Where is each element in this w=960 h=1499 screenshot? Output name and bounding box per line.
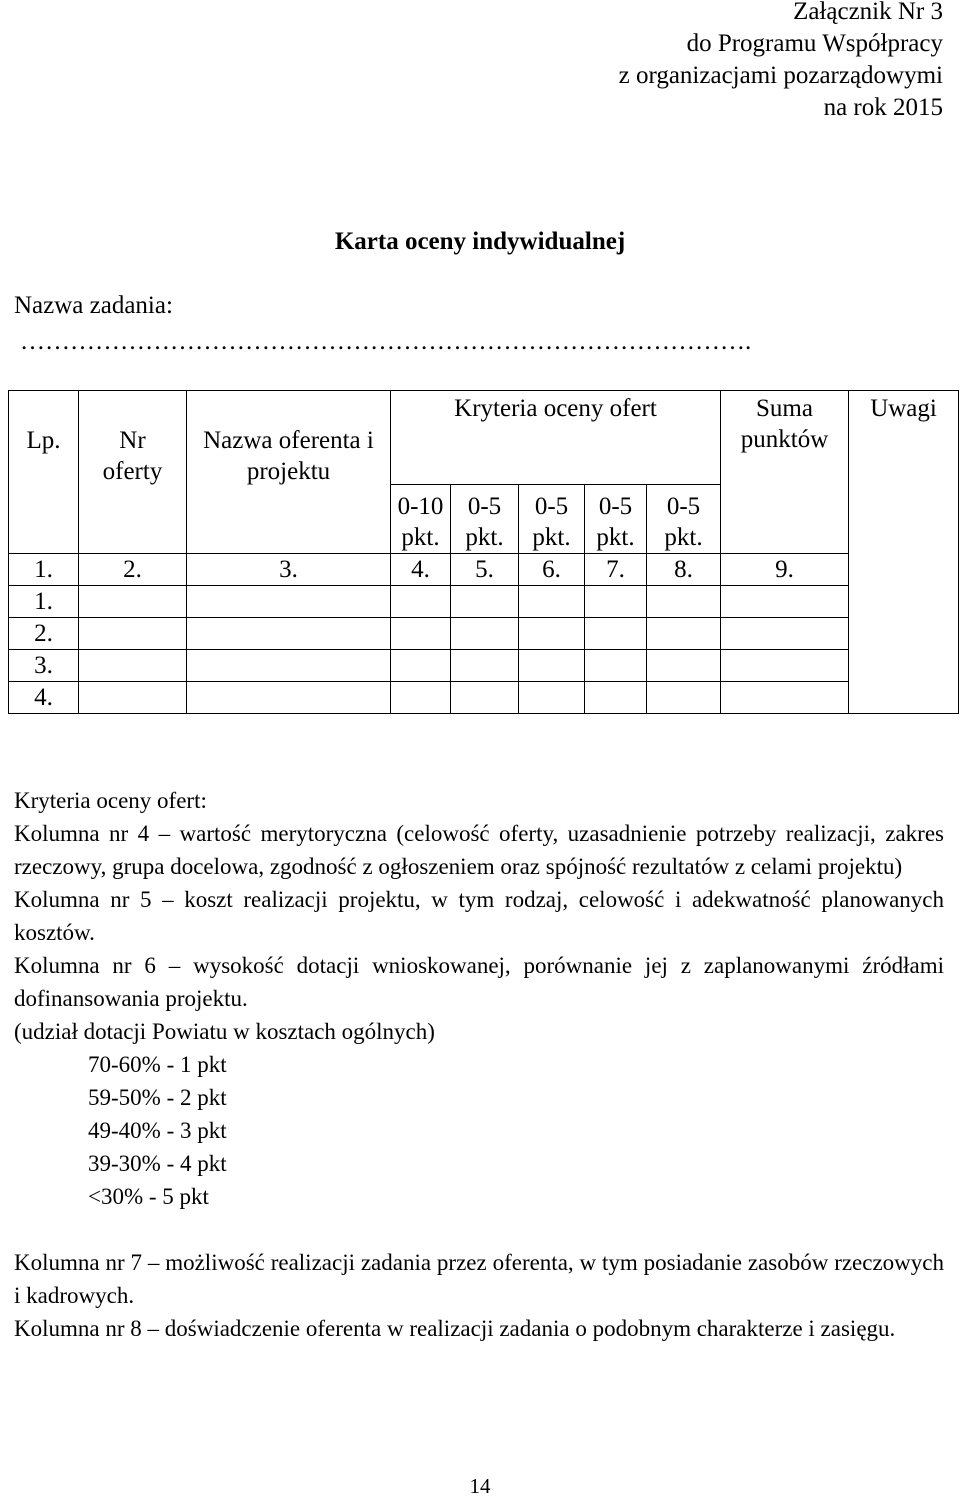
spacer xyxy=(14,1213,944,1246)
header-offer-number: Nr oferty xyxy=(79,391,187,554)
table-cell xyxy=(79,618,187,650)
table-cell xyxy=(585,618,647,650)
table-row xyxy=(9,650,959,682)
column-number: 5. xyxy=(451,554,519,586)
annex-header xyxy=(619,0,943,124)
column-number: 4. xyxy=(391,554,451,586)
column-number: 8. xyxy=(647,554,721,586)
table-cell xyxy=(391,618,451,650)
table-cell xyxy=(79,682,187,714)
table-cell xyxy=(519,682,585,714)
evaluation-table xyxy=(8,390,959,714)
table-cell xyxy=(519,650,585,682)
table-cell xyxy=(79,650,187,682)
table-cell xyxy=(647,650,721,682)
table-cell xyxy=(585,682,647,714)
scale-item: <30% - 5 pkt xyxy=(88,1184,209,1209)
row-number: 1. xyxy=(9,586,79,618)
table-cell xyxy=(721,618,849,650)
header-offeror-project: Nazwa oferenta i projektu xyxy=(187,391,391,554)
header-criteria: Kryteria oceny ofert xyxy=(391,391,721,485)
row-number: 3. xyxy=(9,650,79,682)
table-cell xyxy=(519,618,585,650)
table-row xyxy=(9,618,959,650)
column-number: 3. xyxy=(187,554,391,586)
table-cell xyxy=(647,618,721,650)
table-cell xyxy=(187,586,391,618)
points-col8: 0-5 pkt. xyxy=(647,485,721,554)
table-cell xyxy=(451,618,519,650)
header-notes: Uwagi xyxy=(849,391,959,714)
points-col4: 0-10 pkt. xyxy=(391,485,451,554)
column-number: 2. xyxy=(79,554,187,586)
table-cell xyxy=(187,682,391,714)
criteria-column-5: Kolumna nr 5 – koszt realizacji projektu, w tym rodzaj, celowość i adekwatność planowanych kosztów. xyxy=(14,887,944,945)
annex-line: Załącznik Nr 3 xyxy=(793,0,943,25)
row-number: 2. xyxy=(9,618,79,650)
criteria-heading: Kryteria oceny ofert: xyxy=(14,788,207,813)
points-col5: 0-5 pkt. xyxy=(451,485,519,554)
scale-item: 49-40% - 3 pkt xyxy=(88,1118,227,1143)
scale-item: 59-50% - 2 pkt xyxy=(88,1085,227,1110)
criteria-column-8: Kolumna nr 8 – doświadczenie oferenta w realizacji zadania o podobnym charakterze i zasięgu. xyxy=(14,1316,896,1341)
page-title-text: Karta oceny indywidualnej xyxy=(334,228,626,255)
scale-item: 39-30% - 4 pkt xyxy=(88,1151,227,1176)
table-cell xyxy=(391,586,451,618)
table-row xyxy=(9,586,959,618)
header-sum: Suma punktów xyxy=(721,391,849,554)
annex-line: do Programu Współpracy xyxy=(686,30,943,57)
table-row xyxy=(9,682,959,714)
page-number: 14 xyxy=(469,1474,491,1498)
column-number: 1. xyxy=(9,554,79,586)
scale-item: 70-60% - 1 pkt xyxy=(88,1052,227,1077)
criteria-description xyxy=(14,784,944,1345)
table-cell xyxy=(721,586,849,618)
table-cell xyxy=(647,682,721,714)
table-cell xyxy=(391,650,451,682)
table-cell xyxy=(647,586,721,618)
criteria-column-7: Kolumna nr 7 – możliwość realizacji zadania przez oferenta, w tym posiadanie zasobów rzeczowych i kadrowych. xyxy=(14,1250,944,1308)
table-cell xyxy=(187,650,391,682)
table-cell xyxy=(721,650,849,682)
table-cell xyxy=(187,618,391,650)
table-cell xyxy=(721,682,849,714)
table-cell xyxy=(519,586,585,618)
annex-line: z organizacjami pozarządowymi xyxy=(618,62,943,89)
table-cell xyxy=(585,650,647,682)
criteria-column-6: Kolumna nr 6 – wysokość dotacji wnioskowanej, porównanie jej z zaplanowanymi źródłami dofinansowania projektu. xyxy=(14,953,944,1011)
table-cell xyxy=(79,586,187,618)
column-number: 6. xyxy=(519,554,585,586)
points-col6: 0-5 pkt. xyxy=(519,485,585,554)
task-name-dotted-line: ……………………………………………………………………………. xyxy=(20,328,752,355)
table-cell xyxy=(451,682,519,714)
points-col7: 0-5 pkt. xyxy=(585,485,647,554)
row-number: 4. xyxy=(9,682,79,714)
table-cell xyxy=(451,586,519,618)
criteria-share-note: (udział dotacji Powiatu w kosztach ogólnych) xyxy=(14,1019,435,1044)
table-cell xyxy=(391,682,451,714)
page-title xyxy=(0,228,960,256)
column-number: 7. xyxy=(585,554,647,586)
column-number: 9. xyxy=(721,554,849,586)
header-lp: Lp. xyxy=(9,391,79,554)
table-cell xyxy=(451,650,519,682)
task-name-label: Nazwa zadania: xyxy=(14,292,173,319)
annex-line: na rok 2015 xyxy=(823,94,943,121)
criteria-column-4: Kolumna nr 4 – wartość merytoryczna (celowość oferty, uzasadnienie potrzeby realizacji, zakres rzeczowy, grupa docelowa, zgodność z ogłoszeniem oraz spójność rezultatów z celami projektu) xyxy=(14,821,944,879)
table-cell xyxy=(585,586,647,618)
